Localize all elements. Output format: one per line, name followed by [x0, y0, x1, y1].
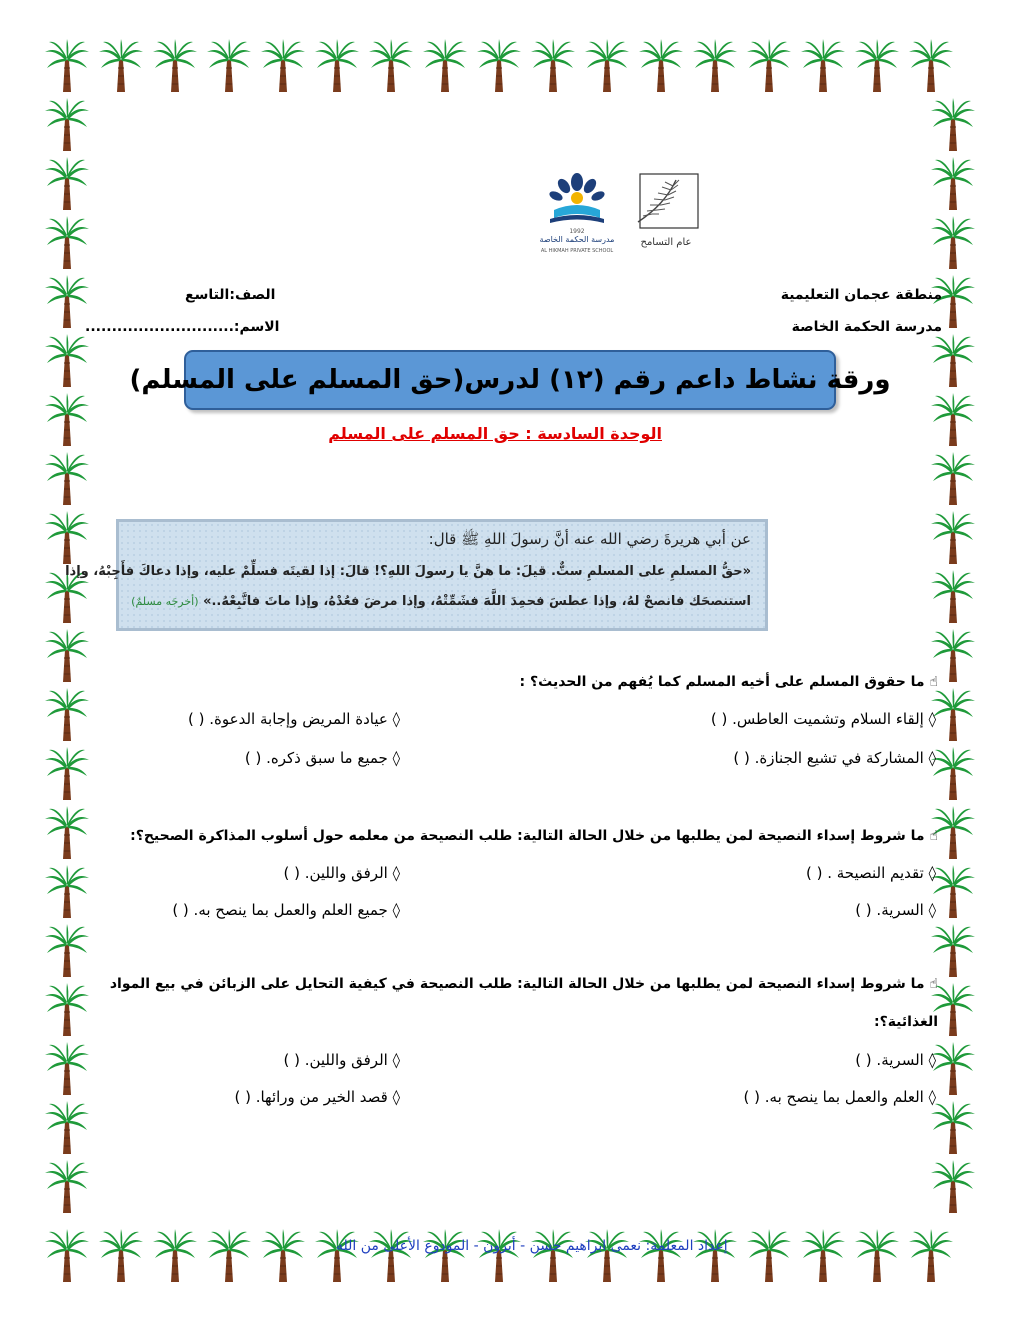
palm-tree-icon — [530, 1228, 576, 1284]
hadith-line-1: «حقُّ المسلمِ على المسلمِ ستٌّ. قيلَ: ما هنَّ يا رسولَ اللهِ؟! قالَ: إذا لقيتَه فسلِّمْ عليه، وإذا دعاكَ فأَجِبْهُ، وإذا — [65, 564, 751, 579]
palm-tree-icon — [476, 38, 522, 94]
hadith-line-2-text: استنصحَك فانصحْ لهُ، وإذا عطسَ فحمِدَ اللَّهَ فشَمِّتْهُ، وإذا مرضَ فعُدْهُ، وإذا ماتَ فاتَّبِعْهُ..» — [203, 594, 751, 609]
palm-tree-icon — [930, 1041, 976, 1097]
palm-tree-icon — [98, 1228, 144, 1284]
q3-option-2[interactable]: ◊ الرفق واللين. ( ) — [283, 1051, 400, 1069]
palm-tree-icon — [584, 1228, 630, 1284]
grade-label: الصف:التاسع — [185, 287, 276, 303]
palm-tree-icon — [930, 864, 976, 920]
palm-tree-icon — [44, 982, 90, 1038]
q3-option-1[interactable]: ◊ السرية. ( ) — [855, 1051, 936, 1069]
palm-tree-icon — [44, 215, 90, 271]
q2-option-3[interactable]: ◊ السرية. ( ) — [855, 901, 936, 919]
footer-credit: إعداد المعلمة: نعمى ابراهيم حسن - أبرون - المودوع الأعلى من الله — [336, 1238, 728, 1254]
q3-option-4[interactable]: ◊ قصد الخير من ورائها. ( ) — [234, 1088, 400, 1106]
q2-option-1[interactable]: ◊ تقديم النصيحة . ( ) — [805, 864, 936, 882]
student-name-field[interactable]: الاسم:............................ — [85, 319, 280, 335]
school-name: مدرسة الحكمة الخاصة — [791, 319, 942, 335]
palm-tree-icon — [44, 274, 90, 330]
palm-tree-icon — [530, 38, 576, 94]
palm-tree-icon — [692, 38, 738, 94]
palm-tree-icon — [930, 392, 976, 448]
worksheet-title: ورقة نشاط داعم رقم (١٢) لدرس(حق المسلم على المسلم) — [129, 365, 891, 395]
palm-tree-icon — [44, 97, 90, 153]
palm-tree-icon — [800, 1228, 846, 1284]
q1-option-2[interactable]: ◊ عيادة المريض وإجابة الدعوة. ( ) — [188, 710, 400, 728]
palm-tree-icon — [930, 687, 976, 743]
palm-tree-icon — [908, 1228, 954, 1284]
palm-tree-icon — [930, 97, 976, 153]
palm-tree-icon — [746, 1228, 792, 1284]
palm-tree-icon — [930, 569, 976, 625]
palm-tree-icon — [930, 923, 976, 979]
question-2: ☝ ما شروط إسداء النصيحة لمن يطلبها من خلال الحالة التالية: طلب النصيحة من معلمه حول أسلوب المذاكرة الصحيح؟: — [130, 828, 938, 844]
palm-tree-icon — [260, 38, 306, 94]
palm-tree-icon — [206, 1228, 252, 1284]
palm-tree-icon — [638, 1228, 684, 1284]
palm-tree-icon — [800, 38, 846, 94]
question-3-line-2: الغذائية؟: — [873, 1014, 938, 1030]
palm-tree-icon — [44, 1100, 90, 1156]
worksheet-title-box — [129, 350, 891, 410]
svg-text:مدرسة الحكمة الخاصة: مدرسة الحكمة الخاصة — [539, 235, 615, 244]
palm-tree-icon — [260, 1228, 306, 1284]
palm-tree-icon — [44, 746, 90, 802]
palm-tree-icon — [854, 38, 900, 94]
palm-tree-icon — [44, 333, 90, 389]
q1-option-1[interactable]: ◊ إلقاء السلام وتشميت العاطس. ( ) — [710, 710, 936, 728]
palm-tree-icon — [746, 38, 792, 94]
palm-tree-icon — [44, 38, 90, 94]
palm-tree-icon — [930, 215, 976, 271]
palm-tree-icon — [44, 805, 90, 861]
palm-tree-icon — [368, 1228, 414, 1284]
unit-heading: الوحدة السادسة : حق المسلم على المسلم — [328, 424, 662, 443]
palm-tree-icon — [44, 1228, 90, 1284]
region-name: منطقة عجمان التعليمية — [780, 287, 942, 303]
palm-tree-icon — [930, 746, 976, 802]
palm-tree-icon — [44, 451, 90, 507]
palm-tree-icon — [908, 38, 954, 94]
palm-tree-icon — [314, 38, 360, 94]
palm-tree-icon — [930, 510, 976, 566]
palm-tree-icon — [44, 628, 90, 684]
palm-tree-icon — [930, 1159, 976, 1215]
palm-tree-icon — [44, 1041, 90, 1097]
palm-tree-icon — [44, 510, 90, 566]
hadith-line-2 — [131, 594, 751, 609]
palm-tree-icon — [44, 156, 90, 212]
svg-text:عام التسامح: عام التسامح — [640, 237, 692, 248]
al-hikmah-school-logo — [536, 170, 618, 258]
q1-option-4[interactable]: ◊ جميع ما سبق ذكره. ( ) — [244, 749, 400, 767]
palm-tree-icon — [314, 1228, 360, 1284]
palm-tree-icon — [638, 38, 684, 94]
palm-tree-icon — [44, 392, 90, 448]
palm-tree-icon — [152, 38, 198, 94]
palm-tree-icon — [476, 1228, 522, 1284]
year-of-tolerance-logo — [626, 172, 700, 250]
palm-tree-icon — [44, 864, 90, 920]
q2-option-4[interactable]: ◊ جميع العلم والعمل بما ينصح به. ( ) — [172, 901, 400, 919]
palm-tree-icon — [692, 1228, 738, 1284]
hadith-box — [65, 519, 768, 631]
palm-tree-icon — [44, 923, 90, 979]
q1-option-3[interactable]: ◊ المشاركة في تشيع الجنازة. ( ) — [733, 749, 936, 767]
palm-tree-icon — [44, 1159, 90, 1215]
svg-text:AL HIKMAH PRIVATE SCHOOL: AL HIKMAH PRIVATE SCHOOL — [540, 248, 614, 254]
palm-tree-icon — [44, 687, 90, 743]
palm-tree-icon — [206, 38, 252, 94]
q2-option-2[interactable]: ◊ الرفق واللين. ( ) — [283, 864, 400, 882]
hadith-intro: عن أبي هريرةَ رضي الله عنه أنَّ رسولَ اللهِ ﷺ قال: — [428, 530, 751, 548]
palm-tree-icon — [584, 38, 630, 94]
palm-tree-icon — [98, 38, 144, 94]
palm-tree-icon — [854, 1228, 900, 1284]
palm-tree-icon — [422, 38, 468, 94]
palm-tree-icon — [930, 451, 976, 507]
palm-tree-icon — [930, 1100, 976, 1156]
palm-tree-icon — [152, 1228, 198, 1284]
question-3-line-1: ☝ ما شروط إسداء النصيحة لمن يطلبها من خلال الحالة التالية: طلب النصيحة في كيفية التحايل على الزبائن في بيع المواد — [109, 976, 938, 992]
hadith-source: (أخرجَه مسلمٌ) — [131, 595, 199, 608]
question-1: ☝ ما حقوق المسلم على أخيه المسلم كما يُفهم من الحديث؟ : — [519, 674, 938, 690]
palm-tree-icon — [930, 333, 976, 389]
palm-tree-icon — [422, 1228, 468, 1284]
palm-tree-icon — [368, 38, 414, 94]
svg-text:1992: 1992 — [569, 228, 585, 235]
palm-tree-icon — [930, 156, 976, 212]
q3-option-3[interactable]: ◊ العلم والعمل بما ينصح به. ( ) — [743, 1088, 936, 1106]
